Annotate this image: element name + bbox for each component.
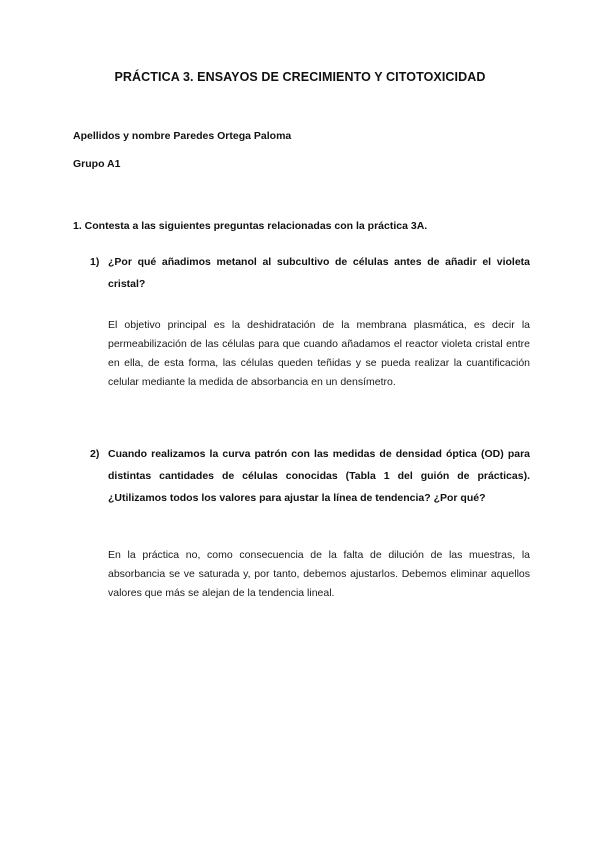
question-2-text: Cuando realizamos la curva patrón con las medidas de densidad óptica (OD) para distintas cantidades de células conocidas (Tabla 1 del guión de prácticas). ¿Utilizamos todos los valores para ajustar la línea de tendencia? ¿Por qué? [108, 448, 530, 504]
question-1-number: 1) [90, 256, 100, 268]
question-2-number: 2) [90, 448, 100, 460]
group-line: Grupo A1 [73, 158, 121, 170]
answer-1-text: El objetivo principal es la deshidratación de la membrana plasmática, es decir la permeabilización de las células para que cuando añadamos el reactor violeta cristal entre en ella, de esta forma, las células queden teñidas y se pueda realizar la cuantificación celular mediante la medida de absorbancia en un densímetro. [108, 319, 530, 388]
question-1-text: ¿Por qué añadimos metanol al subcultivo de células antes de añadir el violeta cristal? [108, 256, 530, 290]
answer-2-text: En la práctica no, como consecuencia de la falta de dilución de las muestras, la absorbancia se ve saturada y, por tanto, debemos ajustarlos. Debemos eliminar aquellos valores que más se alejan de la tendencia lineal. [108, 549, 530, 599]
section-heading: 1. Contesta a las siguientes preguntas relacionadas con la práctica 3A. [73, 220, 428, 232]
student-name-line: Apellidos y nombre Paredes Ortega Paloma [73, 130, 292, 142]
document-title: PRÁCTICA 3. ENSAYOS DE CRECIMIENTO Y CITOTOXICIDAD [114, 70, 486, 84]
